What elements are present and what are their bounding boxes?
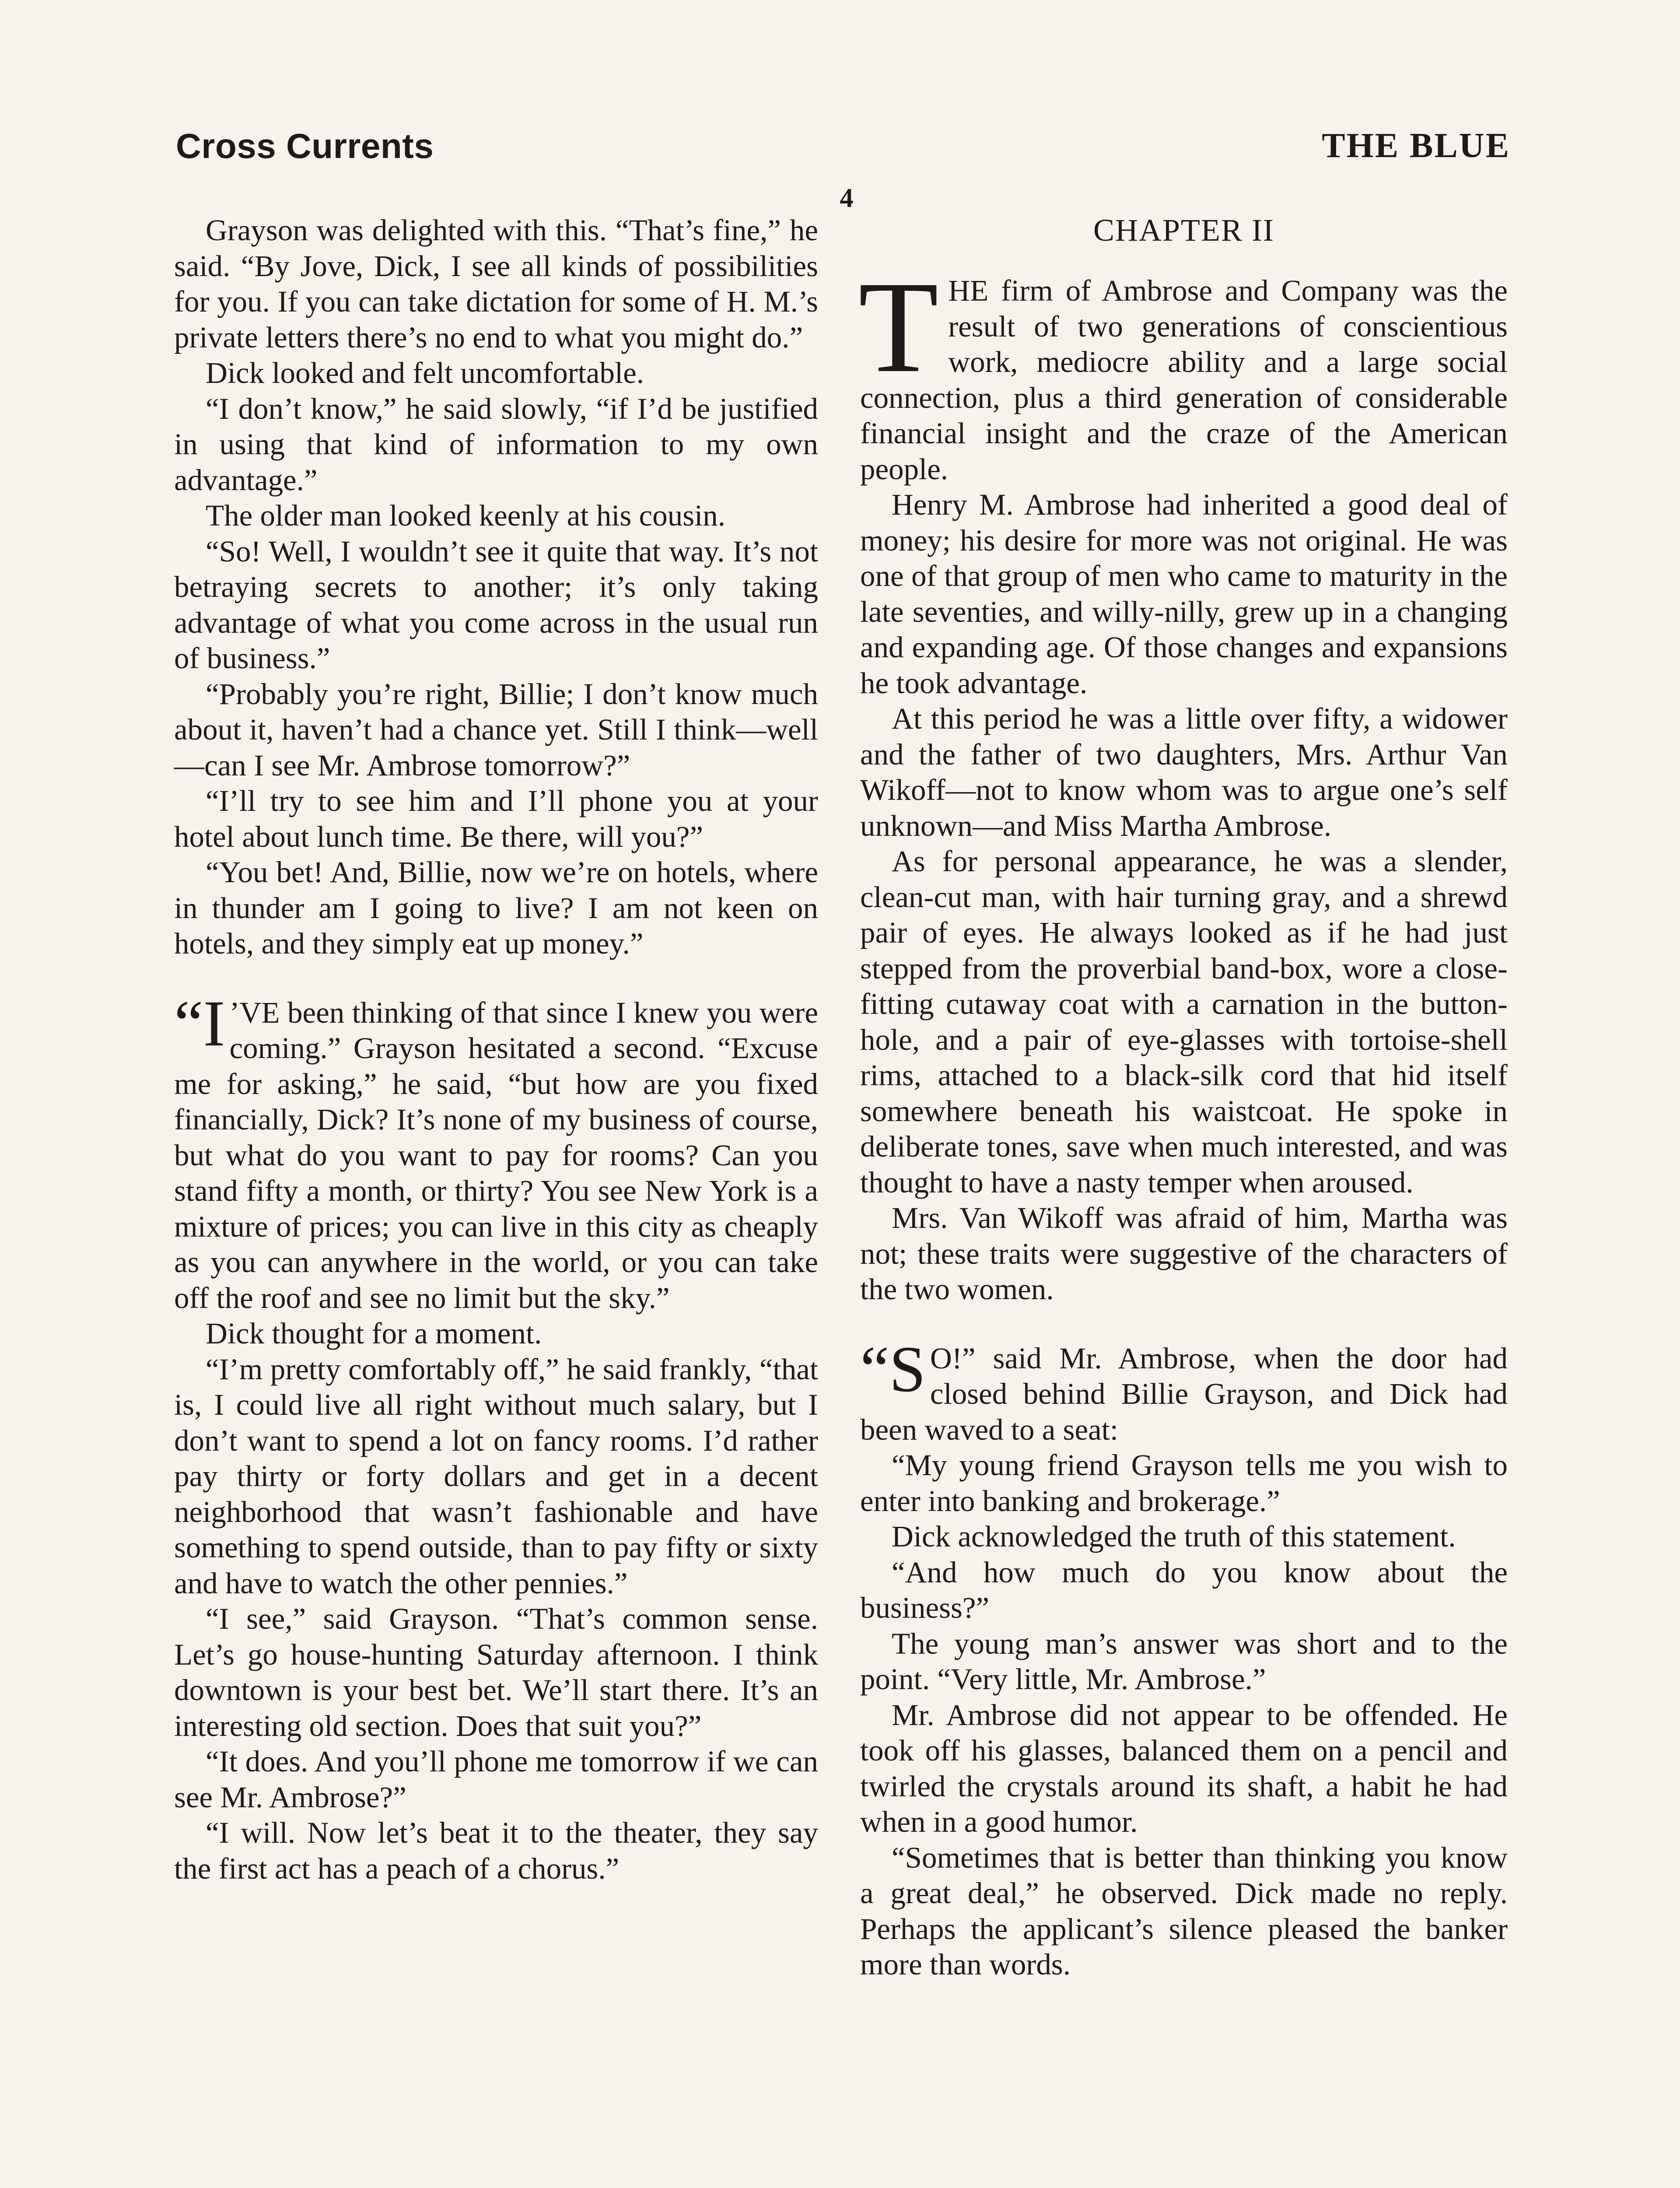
paragraph: “I will. Now let’s beat it to the theater, they say the first act has a peach of a chorus.” bbox=[174, 1816, 818, 1885]
paragraph: Mr. Ambrose did not appear to be offended. He took off his glasses, balanced them on a pencil and twirled the crystals around its shaft, a habit he had when in a good humor. bbox=[860, 1698, 1508, 1838]
paragraph: The older man looked keenly at his cousin. bbox=[206, 499, 726, 532]
chapter-opening-paragraph: THE firm of Ambrose and Company was the result of two generations of conscientious work, mediocre ability and a large social connection, plus a third generation of considerable financial insight and the craze of the American people. bbox=[858, 254, 1508, 486]
drop-cap: “I bbox=[174, 987, 225, 1060]
paragraph: “Sometimes that is better than thinking you know a great deal,” he observed. Dick made no reply. Perhaps the applicant’s silence pleased the banker more than words. bbox=[860, 1841, 1508, 1981]
drop-cap: T bbox=[858, 254, 939, 400]
running-head-right: THE BLUE bbox=[1322, 126, 1510, 165]
paragraph: “And how much do you know about the business?” bbox=[860, 1555, 1508, 1624]
paragraph: “It does. And you’ll phone me tomorrow if we can see Mr. Ambrose?” bbox=[174, 1745, 818, 1814]
paragraph: Grayson was delighted with this. “That’s fine,” he said. “By Jove, Dick, I see all kinds of possibilities for you. If you can take dictation for some of H. M.’s private letters there’s no end to what you might do.” bbox=[174, 214, 818, 354]
paragraph: “I’m pretty comfortably off,” he said frankly, “that is, I could live all right without much salary, but I don’t want to spend a lot on fancy rooms. I’d rather pay thirty or forty dollars and get in a decent neighborhood that wasn’t fashionable and have something to spend outside, than to pay fifty or sixty and have to watch the other pennies.” bbox=[174, 1352, 818, 1600]
paragraph: Dick thought for a moment. bbox=[206, 1317, 542, 1350]
paragraph: Henry M. Ambrose had inherited a good deal of money; his desire for more was not original. He was one of that group of men who came to maturity in the late seventies, and willy-nilly, grew up in a changing and expanding age. Of those changes and expansions he took advantage. bbox=[860, 488, 1508, 700]
drop-cap: “S bbox=[860, 1332, 926, 1406]
paragraph: “My young friend Grayson tells me you wish to enter into banking and brokerage.” bbox=[860, 1448, 1508, 1518]
paragraph: Dick acknowledged the truth of this statement. bbox=[892, 1520, 1456, 1553]
right-text-column bbox=[860, 213, 1508, 1983]
paragraph: “Probably you’re right, Billie; I don’t know much about it, haven’t had a chance yet. Still I think—well—can I see Mr. Ambrose tomorrow?” bbox=[174, 677, 818, 782]
paragraph: Mrs. Van Wikoff was afraid of him, Martha was not; these traits were suggestive of the characters of the two women. bbox=[860, 1201, 1508, 1306]
section-opening-paragraph: “I ’VE been thinking of that since I knew you were coming.” Grayson hesitated a second. “Excuse me for asking,” he said, “but how are you fixed financially, Dick? It’s none of my business of course, but what do you want to pay for rooms? Can you stand fifty a month, or thirty? You see New York is a mixture of prices; you can live in this city as cheaply as you can anywhere in the world, or you can take off the roof and see no limit but the sky.” bbox=[174, 987, 818, 1315]
left-text-column bbox=[174, 213, 818, 1886]
section-opening-paragraph: “S O!” said Mr. Ambrose, when the door had closed behind Billie Grayson, and Dick had been waved to a seat: bbox=[860, 1332, 1508, 1446]
paragraph: “So! Well, I wouldn’t see it quite that way. It’s not betraying secrets to another; it’s only taking advantage of what you come across in the usual run of business.” bbox=[174, 534, 818, 675]
paragraph: As for personal appearance, he was a slender, clean-cut man, with hair turning gray, and a shrewd pair of eyes. He always looked as if he had just stepped from the proverbial band-box, wore a close-fitting cutaway coat with a carnation in the button-hole, and a pair of eye-glasses with tortoise-shell rims, attached to a black-silk cord that hid itself somewhere beneath his waistcoat. He spoke in deliberate tones, save when much interested, and was thought to have a nasty temper when aroused. bbox=[860, 845, 1508, 1199]
chapter-heading: CHAPTER II bbox=[1093, 213, 1274, 248]
running-head-left: Cross Currents bbox=[176, 126, 434, 165]
paragraph: “You bet! And, Billie, now we’re on hotels, where in thunder am I going to live? I am not keen on hotels, and they simply eat up money.” bbox=[174, 856, 818, 960]
paragraph: “I see,” said Grayson. “That’s common sense. Let’s go house-hunting Saturday afternoon. I think downtown is your best bet. We’ll start there. It’s an interesting old section. Does that suit you?” bbox=[174, 1602, 818, 1743]
paragraph: “I don’t know,” he said slowly, “if I’d be justified in using that kind of information to my own advantage.” bbox=[174, 392, 818, 497]
paragraph: Dick looked and felt uncomfortable. bbox=[206, 356, 644, 389]
paragraph: The young man’s answer was short and to the point. “Very little, Mr. Ambrose.” bbox=[860, 1627, 1508, 1696]
paragraph: “I’ll try to see him and I’ll phone you at your hotel about lunch time. Be there, will you?” bbox=[174, 784, 818, 853]
page-number: 4 bbox=[840, 183, 854, 213]
paragraph: At this period he was a little over fifty, a widower and the father of two daughters, Mrs. Arthur Van Wikoff—not to know whom was to argue one’s self unknown—and Miss Martha Ambrose. bbox=[860, 702, 1508, 842]
